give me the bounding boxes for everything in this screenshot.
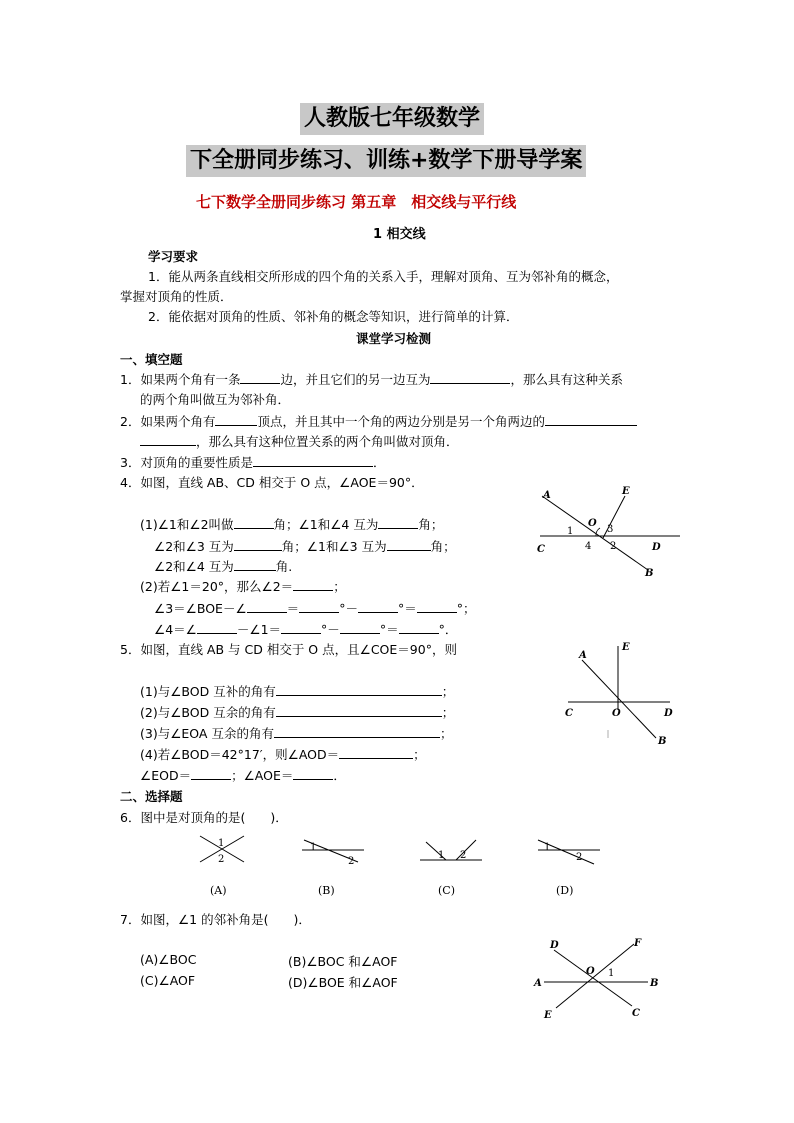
q6-figure-b	[298, 836, 368, 866]
q5-part4	[140, 745, 426, 763]
fig5-label-O: O	[612, 708, 621, 719]
q1-blank-1[interactable]	[240, 371, 280, 384]
q5-1-text: (1)与∠BOD 互补的角有	[140, 684, 276, 699]
title-main: 人教版七年级数学	[300, 103, 484, 135]
q4-1a: (1)∠1和∠2叫做	[140, 517, 234, 532]
figure-q4	[530, 480, 690, 580]
fig7-label-E: E	[544, 1010, 552, 1021]
q4-part1-line3	[154, 557, 292, 575]
question-3	[120, 453, 385, 471]
q4-part2-line3	[154, 620, 457, 638]
q4-blank-14[interactable]	[399, 621, 439, 634]
q6-option-a[interactable]: (A)	[210, 884, 227, 897]
q4-part2-line1	[140, 577, 346, 595]
q5-blank-2[interactable]	[276, 704, 442, 717]
q4-blank-8[interactable]	[299, 600, 339, 613]
q4-2c: ∠3＝∠BOE－∠	[154, 601, 247, 616]
q4-2j: °－	[321, 622, 340, 637]
q2-text-a: 2．如果两个角有	[120, 414, 216, 429]
q6d-angle-2: 2	[576, 852, 583, 863]
fig4-angle-4: 4	[585, 541, 592, 552]
q5-blank-1[interactable]	[276, 683, 442, 696]
q6-figure-c	[416, 836, 486, 866]
q1-text-c: ，那么具有这种关系	[510, 372, 623, 387]
fig4-label-O: O	[588, 518, 597, 529]
q3-blank[interactable]	[253, 454, 373, 467]
fig7-label-F: F	[634, 938, 642, 949]
q4-blank-1[interactable]	[234, 516, 274, 529]
q4-1e: 角；∠1和∠3 互为	[281, 539, 387, 554]
q6-option-c[interactable]: (C)	[438, 884, 455, 897]
part1-heading: 一、填空题	[120, 352, 183, 367]
q6-option-d[interactable]: (D)	[556, 884, 574, 897]
section-title: 1 相交线	[373, 227, 426, 242]
q4-blank-9[interactable]	[358, 600, 398, 613]
fig4-angle-3: 3	[607, 524, 614, 535]
q4-2a: (2)若∠1＝20°，那么∠2＝	[140, 579, 294, 594]
chapter-title: 七下数学全册同步练习 第五章 相交线与平行线	[196, 193, 517, 211]
q4-1c: 角；	[418, 517, 444, 532]
figure-q7	[530, 936, 670, 1020]
q5-4a: (4)若∠BOD＝42°17′，则∠AOD＝	[140, 747, 340, 762]
q4-2g: °；	[456, 601, 476, 616]
q6d-angle-1: 1	[544, 842, 551, 853]
q2-blank-3[interactable]	[140, 433, 196, 446]
q5-blank-4[interactable]	[339, 746, 413, 759]
q5-1-end: ；	[441, 684, 455, 699]
q4-part1-line2	[154, 537, 456, 555]
question-1-cont: 的两个角叫做互为邻补角．	[140, 392, 291, 407]
q6a-angle-1: 1	[218, 838, 225, 849]
q1-text-a: 1．如果两个角有一条	[120, 372, 241, 387]
q4-part1-line1	[140, 515, 443, 533]
fig7-label-O: O	[586, 966, 595, 977]
title-sub: 下全册同步练习、训练+数学下册导学案	[186, 145, 586, 177]
question-7: 7．如图，∠1 的邻补角是( )．	[120, 912, 311, 927]
fig4-label-E: E	[622, 486, 630, 497]
question-4: 4．如图，直线 AB、CD 相交于 O 点，∠AOE＝90°．	[120, 475, 424, 490]
fig7-angle-1: 1	[608, 968, 615, 979]
fig5-label-D: D	[664, 708, 673, 719]
fig4-label-A: A	[543, 490, 551, 501]
q4-part2-line2	[154, 599, 475, 617]
q4-1d: ∠2和∠3 互为	[154, 539, 234, 554]
q5-2-text: (2)与∠BOD 互余的角有	[140, 705, 276, 720]
q6c-angle-1: 1	[438, 850, 445, 861]
q6b-angle-2: 2	[348, 856, 355, 867]
q6-option-b[interactable]: (B)	[318, 884, 335, 897]
question-2-cont	[140, 432, 459, 450]
fig5-label-E: E	[622, 642, 630, 653]
q4-1g: ∠2和∠4 互为	[154, 559, 234, 574]
q1-text-b: 边，并且它们的另一边互为	[280, 372, 431, 387]
q4-1f: 角；	[430, 539, 456, 554]
fig4-angle-1: 1	[567, 526, 574, 537]
q5-part3	[140, 724, 452, 742]
q4-2i: －∠1＝	[236, 622, 282, 637]
req-1b: 掌握对顶角的性质．	[120, 289, 233, 304]
fig4-label-D: D	[652, 542, 661, 553]
q4-blank-2[interactable]	[378, 516, 418, 529]
fig4-angle-2: 2	[610, 541, 617, 552]
q5-3-end: ；	[439, 726, 453, 741]
q5-4c: ∠EOD＝	[140, 768, 192, 783]
q4-blank-3[interactable]	[234, 538, 282, 551]
q6b-angle-1: 1	[310, 842, 317, 853]
q5-part1	[140, 682, 454, 700]
q4-2f: °＝	[397, 601, 417, 616]
question-5: 5．如图，直线 AB 与 CD 相交于 O 点，且∠COE＝90°，则	[120, 642, 457, 657]
req-2: 2．能依据对顶角的性质、邻补角的概念等知识，进行简单的计算．	[148, 309, 519, 324]
q4-blank-7[interactable]	[247, 600, 287, 613]
q7-option-a[interactable]: (A)∠BOC	[140, 952, 197, 967]
q4-2b: ；	[333, 579, 346, 594]
q6-figure-d	[534, 836, 604, 866]
q3-text-a: 3．对顶角的重要性质是	[120, 455, 253, 470]
q6-figure-a	[196, 832, 256, 868]
q4-1h: 角.	[275, 559, 293, 574]
q5-4d: ；∠AOE＝	[231, 768, 294, 783]
req-1a: 1．能从两条直线相交所形成的四个角的关系入手，理解对顶角、互为邻补角的概念，	[148, 269, 619, 284]
q5-blank-3[interactable]	[274, 725, 440, 738]
q4-2k: °＝	[379, 622, 399, 637]
fig4-label-B: B	[645, 568, 654, 579]
q3-text-b: ．	[372, 455, 386, 470]
q6a-angle-2: 2	[218, 854, 225, 865]
q4-2h: ∠4＝∠	[154, 622, 197, 637]
q5-blank-6[interactable]	[293, 767, 333, 780]
q6c-angle-2: 2	[460, 850, 467, 861]
q4-blank-4[interactable]	[387, 538, 431, 551]
q4-2l: °．	[438, 622, 458, 637]
figure-q5	[560, 640, 690, 750]
q4-blank-12[interactable]	[281, 621, 321, 634]
q5-part2	[140, 703, 454, 721]
q2-text-b: 顶点，并且其中一个角的两边分别是另一个角两边的	[257, 414, 545, 429]
q2-blank-1[interactable]	[215, 413, 257, 426]
q4-blank-5[interactable]	[234, 558, 276, 571]
question-2	[120, 412, 637, 430]
q4-2e: °－	[339, 601, 358, 616]
fig7-label-A: A	[534, 978, 542, 989]
question-6: 6．图中是对顶角的是( )．	[120, 810, 288, 825]
q7-option-b[interactable]: (B)∠BOC 和∠AOF	[288, 954, 398, 969]
fig5-label-A: A	[579, 650, 587, 661]
q5-4b: ；	[413, 747, 426, 762]
q5-blank-5[interactable]	[191, 767, 231, 780]
q1-blank-2[interactable]	[430, 371, 510, 384]
req-title: 学习要求	[148, 249, 199, 264]
fig7-label-D: D	[550, 940, 559, 951]
fig7-label-B: B	[650, 978, 659, 989]
check-title: 课堂学习检测	[356, 331, 432, 346]
fig5-label-B: B	[658, 736, 667, 747]
q5-4e: ．	[333, 768, 346, 783]
q4-blank-11[interactable]	[197, 621, 237, 634]
q4-blank-13[interactable]	[340, 621, 380, 634]
part2-heading: 二、选择题	[120, 789, 183, 804]
q4-blank-6[interactable]	[293, 578, 333, 591]
q5-part4-cont	[140, 766, 346, 784]
question-1	[120, 370, 623, 388]
q2-text-c: ，那么具有这种位置关系的两个角叫做对顶角．	[196, 434, 459, 449]
q7-option-d[interactable]: (D)∠BOE 和∠AOF	[288, 975, 398, 990]
q7-option-c[interactable]: (C)∠AOF	[140, 973, 196, 988]
q4-1b: 角；∠1和∠4 互为	[273, 517, 379, 532]
q4-blank-10[interactable]	[417, 600, 457, 613]
q2-blank-2[interactable]	[545, 413, 637, 426]
fig7-label-C: C	[632, 1008, 640, 1019]
q4-2d: ＝	[286, 601, 300, 616]
q5-3-text: (3)与∠EOA 互余的角有	[140, 726, 274, 741]
fig5-label-C: C	[565, 708, 573, 719]
fig4-label-C: C	[537, 544, 545, 555]
q5-2-end: ；	[441, 705, 455, 720]
